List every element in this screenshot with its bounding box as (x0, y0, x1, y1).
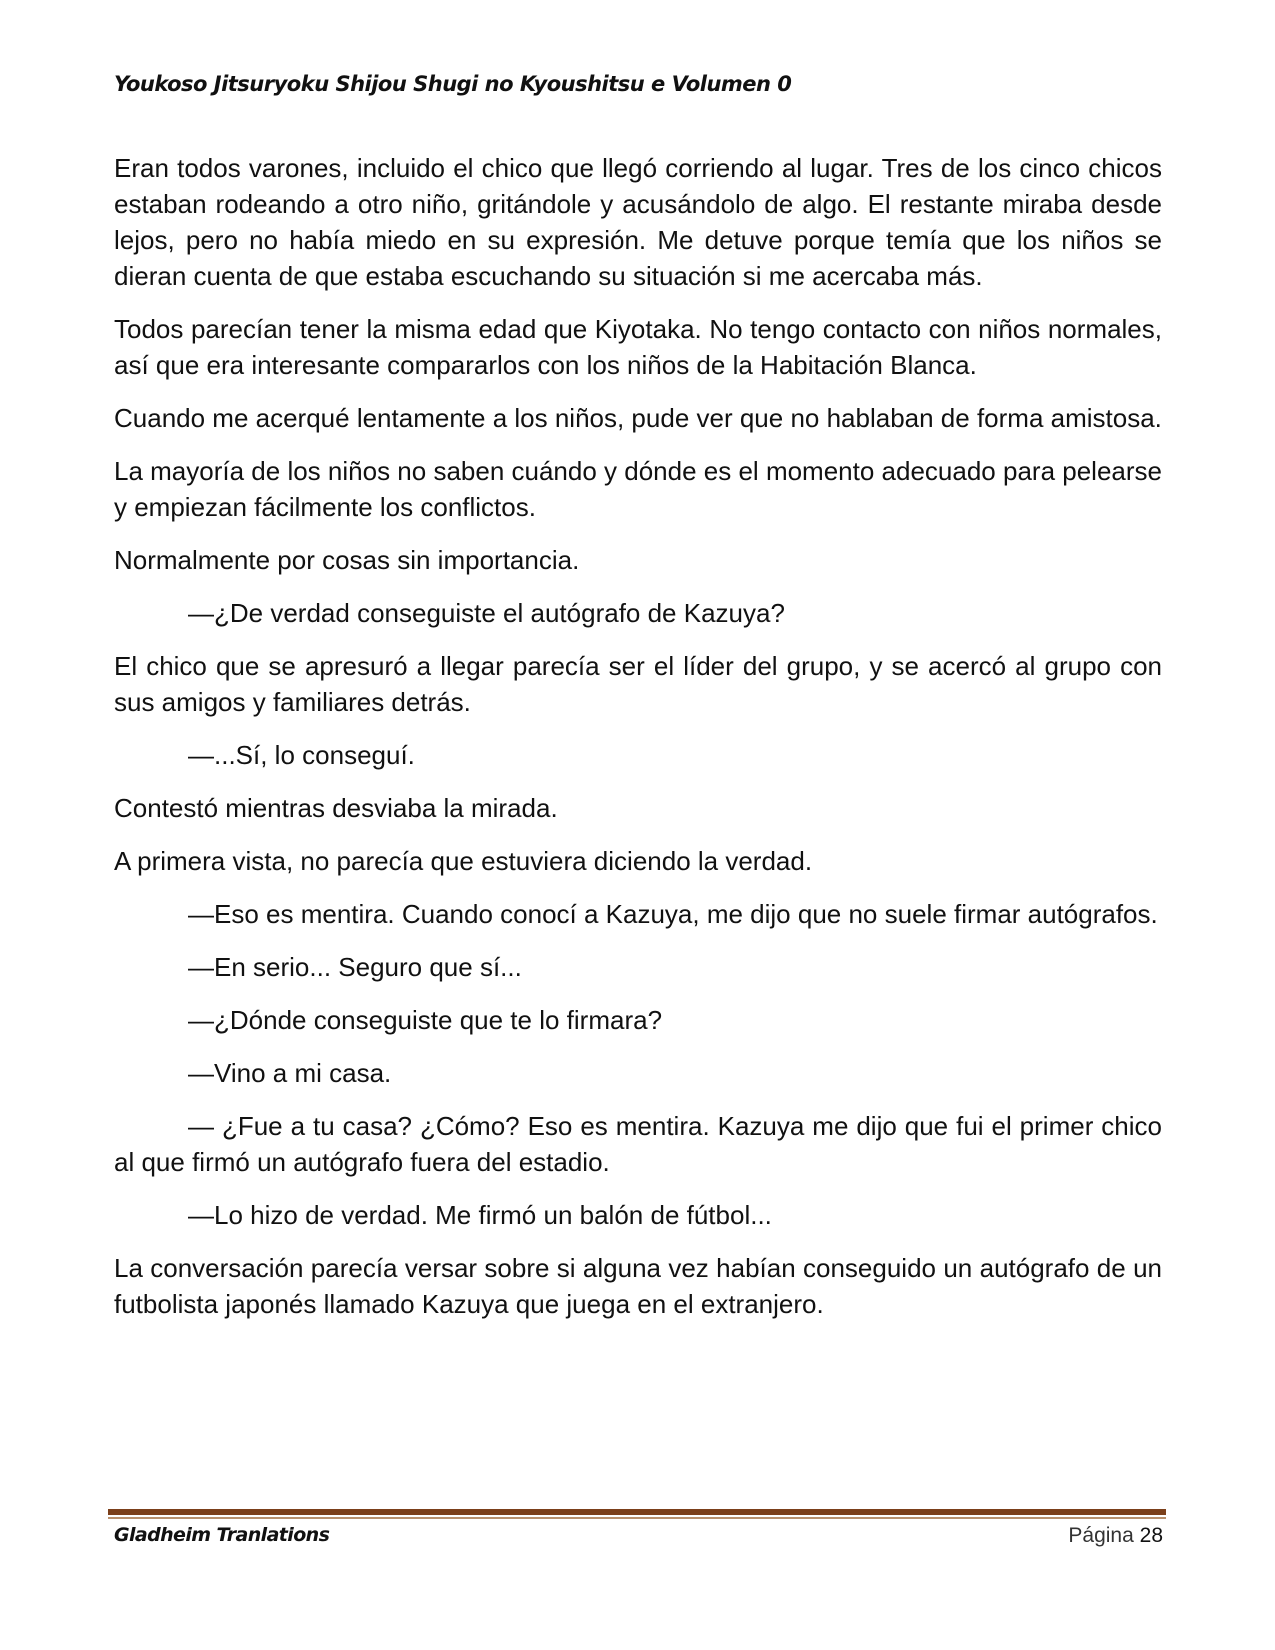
dialogue-paragraph: —¿De verdad conseguiste el autógrafo de Kazuya? (188, 598, 785, 628)
dialogue-paragraph: — ¿Fue a tu casa? ¿Cómo? Eso es mentira. Kazuya me dijo que fui el primer chico al que firmó un autógrafo fuera del estadio. (114, 1111, 1162, 1177)
page-number (1068, 1524, 1163, 1548)
paragraph: A primera vista, no parecía que estuviera diciendo la verdad. (114, 846, 813, 876)
footer-rule-thin (108, 1517, 1166, 1519)
paragraph: Eran todos varones, incluido el chico que llegó corriendo al lugar. Tres de los cinco chicos estaban rodeando a otro niño, gritándole y acusándolo de algo. El restante miraba desde lejos, pero no había miedo en su expresión. Me detuve porque temía que los niños se dieran cuenta de que estaba escuchando su situación si me acercaba más. (114, 153, 1162, 291)
paragraph: El chico que se apresuró a llegar parecía ser el líder del grupo, y se acercó al grupo con sus amigos y familiares detrás. (114, 651, 1162, 717)
running-header: Youkoso Jitsuryoku Shijou Shugi no Kyoushitsu e Volumen 0 (114, 72, 792, 96)
page-body (114, 150, 1162, 1339)
footer-credit: Gladheim Tranlations (114, 1524, 330, 1546)
dialogue-paragraph: —Vino a mi casa. (188, 1058, 392, 1088)
dialogue-paragraph: —Lo hizo de verdad. Me firmó un balón de fútbol... (188, 1200, 772, 1230)
page-number-value: 28 (1139, 1524, 1163, 1547)
dialogue-paragraph: —¿Dónde conseguiste que te lo firmara? (188, 1005, 663, 1035)
dialogue-paragraph: —En serio... Seguro que sí... (188, 952, 522, 982)
page-label: Página (1068, 1524, 1134, 1547)
paragraph: Contestó mientras desviaba la mirada. (114, 793, 558, 823)
paragraph: Todos parecían tener la misma edad que Kiyotaka. No tengo contacto con niños normales, así que era interesante compararlos con los niños de la Habitación Blanca. (114, 314, 1162, 380)
footer-rule (108, 1509, 1166, 1515)
paragraph: La conversación parecía versar sobre si alguna vez habían conseguido un autógrafo de un futbolista japonés llamado Kazuya que juega en el extranjero. (114, 1253, 1162, 1319)
paragraph: Normalmente por cosas sin importancia. (114, 545, 580, 575)
dialogue-paragraph: —Eso es mentira. Cuando conocí a Kazuya, me dijo que no suele firmar autógrafos. (188, 899, 1158, 929)
dialogue-paragraph: —...Sí, lo conseguí. (188, 740, 415, 770)
paragraph: Cuando me acerqué lentamente a los niños, pude ver que no hablaban de forma amistosa. (114, 403, 1162, 433)
paragraph: La mayoría de los niños no saben cuándo y dónde es el momento adecuado para pelearse y empiezan fácilmente los conflictos. (114, 456, 1162, 522)
